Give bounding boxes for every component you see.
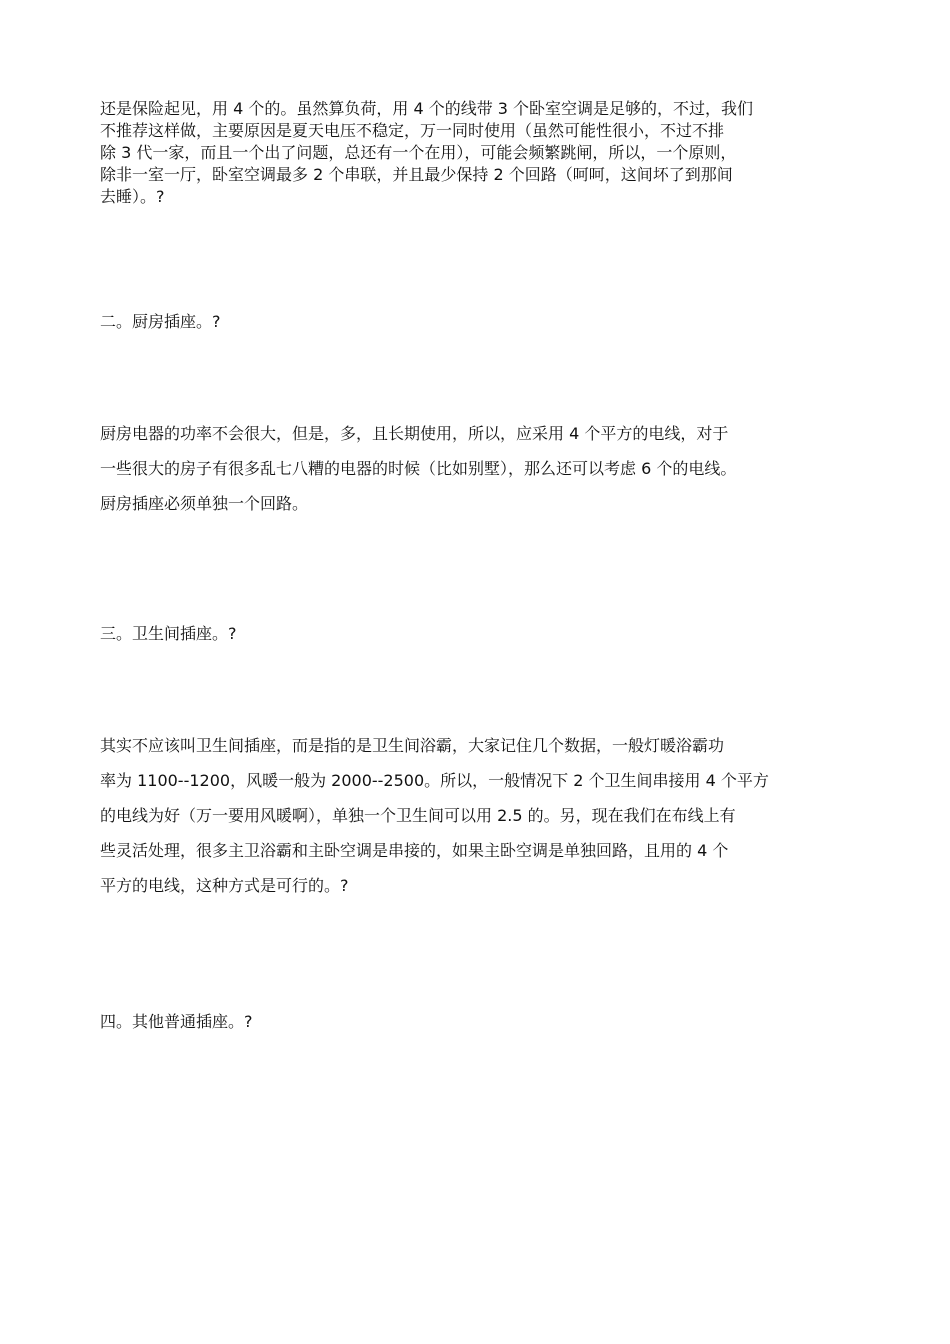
text-line: 率为 1100--1200，风暖一般为 2000--2500。所以，一般情况下 2 个卫生间串接用 4 个平方 [100,771,769,790]
text-line: 不推荐这样做，主要原因是夏天电压不稳定，万一同时使用（虽然可能性很小，不过不排 [100,121,725,140]
paragraph-bathroom-sockets [100,732,880,907]
text-line: 除非一室一厅，卧室空调最多 2 个串联，并且最少保持 2 个回路（呵呵，这间坏了到那间 [100,165,733,184]
text-line: 厨房插座必须单独一个回路。 [100,494,309,513]
text-line: 些灵活处理，很多主卫浴霸和主卧空调是串接的，如果主卧空调是单独回路，且用的 4 个 [100,841,729,860]
text-line: 除 3 代一家，而且一个出了问题，总还有一个在用），可能会频繁跳闸，所以，一个原则， [100,143,737,162]
heading-other-sockets: 四。其他普通插座。? [100,1012,253,1031]
text-line: 还是保险起见，用 4 个的。虽然算负荷，用 4 个的线带 3 个卧室空调是足够的，不过，我们 [100,99,754,118]
text-line: 的电线为好（万一要用风暖啊），单独一个卫生间可以用 2.5 的。另，现在我们在布线上有 [100,806,736,825]
heading-bathroom-sockets: 三。卫生间插座。? [100,624,237,643]
paragraph-kitchen-sockets [100,420,880,525]
text-line: 平方的电线，这种方式是可行的。? [100,876,349,895]
heading-kitchen-sockets: 二。厨房插座。? [100,312,221,331]
text-line: 厨房电器的功率不会很大，但是，多，且长期使用，所以，应采用 4 个平方的电线，对于 [100,424,729,443]
text-line: 去睡）。? [100,187,165,206]
paragraph-bedroom-ac [100,98,880,208]
text-line: 其实不应该叫卫生间插座，而是指的是卫生间浴霸，大家记住几个数据，一般灯暖浴霸功 [100,736,725,755]
text-line: 一些很大的房子有很多乱七八糟的电器的时候（比如别墅），那么还可以考虑 6 个的电线。 [100,459,737,478]
